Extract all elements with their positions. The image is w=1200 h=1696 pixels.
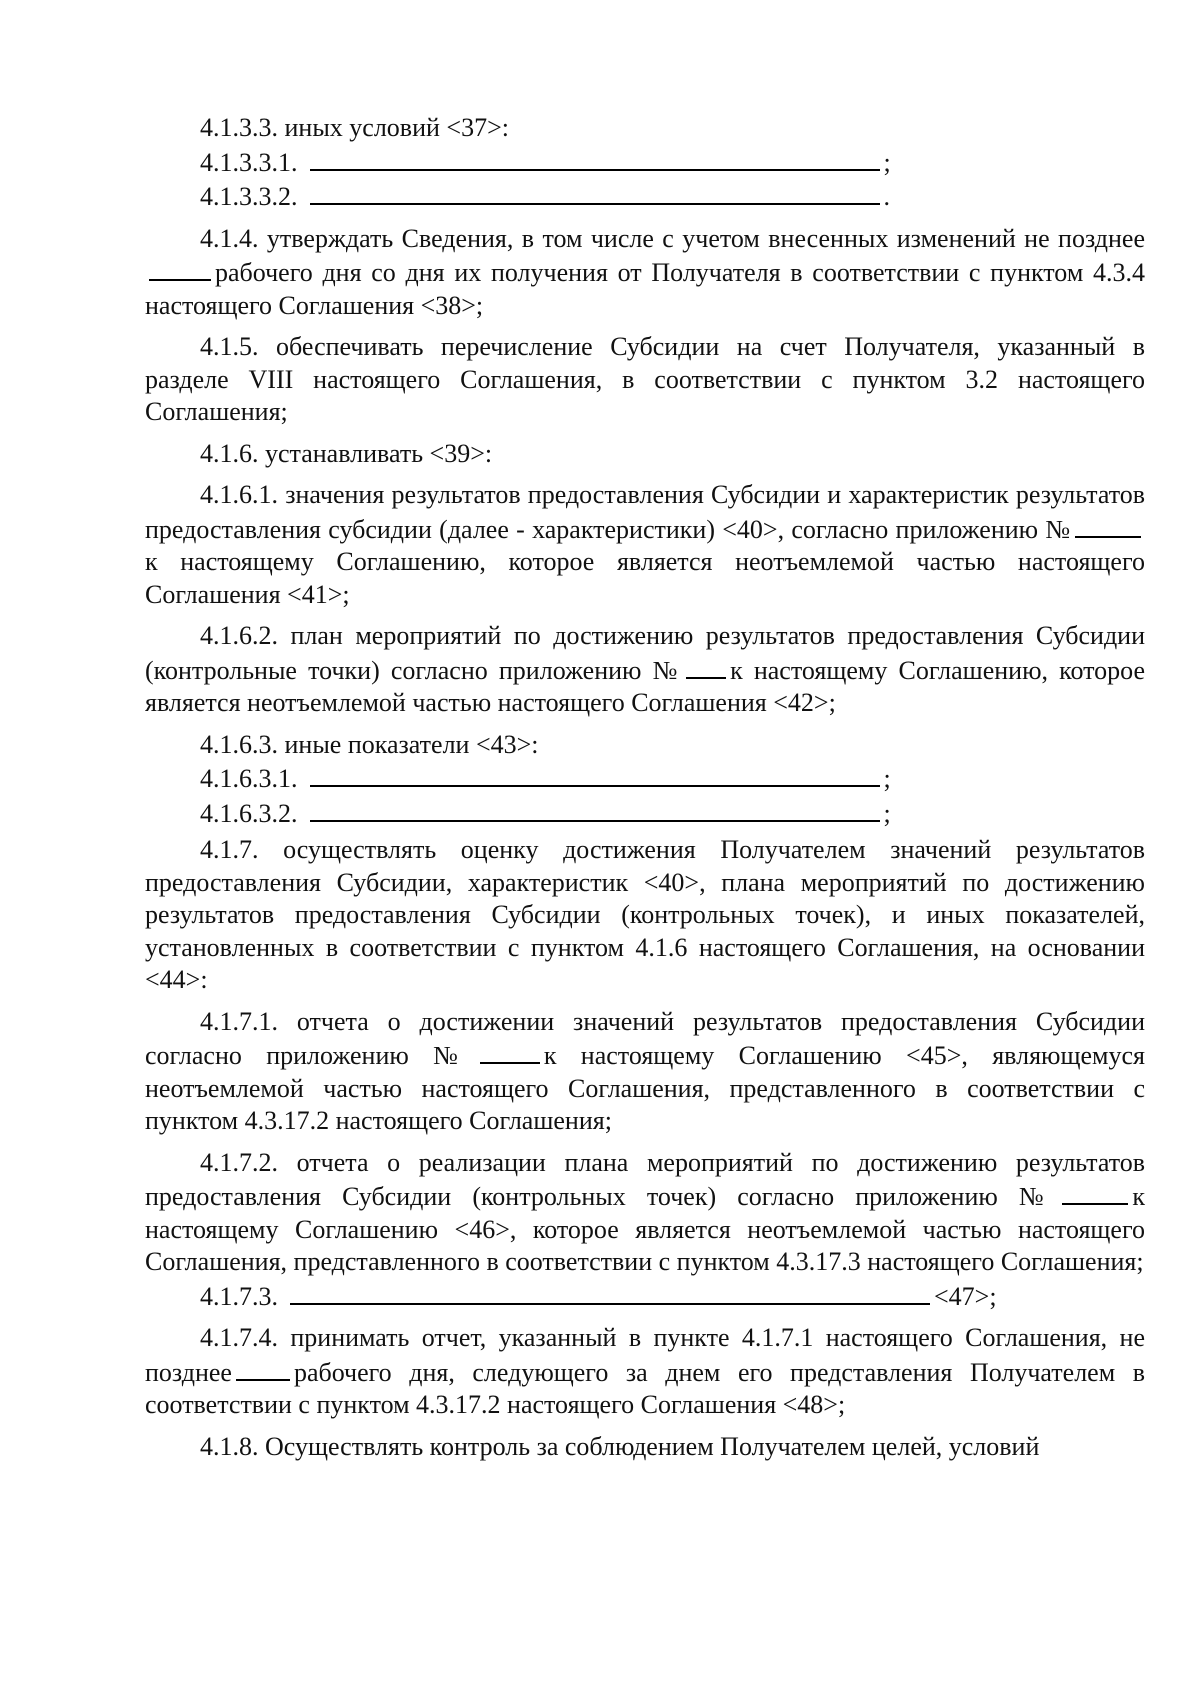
clause-4-1-7-2: [145, 1147, 1145, 1279]
clause-terminator: ;: [883, 798, 891, 828]
fill-in-blank: [236, 1355, 290, 1381]
clause-4-1-8: [145, 1431, 1145, 1464]
clause-number: 4.1.3.3.1.: [200, 147, 298, 177]
clause-text: 4.1.7.2. отчета о реализации плана мероприятий по достижению результатов предоставления Субсидии (контрольных точек) согласно приложению №: [145, 1147, 1145, 1211]
clause-4-1-5: [145, 331, 1145, 429]
clause-4-1-6-3-1: [145, 761, 1145, 796]
fill-in-blank: [480, 1038, 540, 1064]
clause-4-1-4: [145, 223, 1145, 323]
clause-number: 4.1.6.3.1.: [200, 764, 298, 793]
clause-text: к настоящему Соглашению <45>, являющемуся неотъемлемой частью настоящего Соглашения, представленного в соответствии с пунктом 4.3.17.2 настоящего Соглашения;: [145, 1041, 1145, 1135]
clause-text: рабочего дня со дня их получения от Получателя в соответствии с пунктом 4.3.4 настоящего Соглашения <38>;: [145, 258, 1145, 320]
clause-4-1-7-1: [145, 1006, 1145, 1138]
fill-in-blank: [149, 255, 211, 281]
clause-4-1-6-1: [145, 479, 1145, 611]
clause-text: 4.1.4. утверждать Сведения, в том числе с учетом внесенных изменений не позднее: [200, 223, 1145, 253]
clause-4-1-6-3-2: [145, 796, 1145, 831]
clause-4-1-7-3: [145, 1279, 1145, 1314]
fill-in-blank: [310, 179, 880, 205]
clause-text: 4.1.5. обеспечивать перечисление Субсидии на счет Получателя, указанный в разделе VIII настоящего Соглашения, в соответствии с пунктом 3.2 настоящего Соглашения;: [145, 332, 1145, 426]
clause-number: 4.1.3.3.2.: [200, 182, 298, 211]
clause-4-1-3-3-1: [145, 145, 1145, 180]
clause-text: 4.1.7.1. отчета о достижении значений результатов предоставления Субсидии согласно приложению №: [145, 1006, 1145, 1070]
clause-text: 4.1.6. устанавливать <39>:: [200, 438, 493, 468]
clause-number: 4.1.6.3.2.: [200, 798, 298, 828]
clause-text: 4.1.7. осуществлять оценку достижения Получателем значений результатов предоставления Субсидии, характеристик <40>, плана мероприятий по достижению результатов предоставления Субсидии (контрольных точек), и иных показателей, установленных в соответствии с пунктом 4.1.6 настоящего Соглашения, на основании <44>:: [145, 835, 1145, 994]
clause-4-1-6-2: [145, 620, 1145, 720]
fill-in-blank: [290, 1279, 930, 1305]
clause-number: 4.1.7.3.: [200, 1281, 278, 1311]
clause-4-1-3-3: [145, 112, 1145, 145]
clause-terminator: ;: [883, 147, 891, 177]
clause-4-1-6: [145, 438, 1145, 471]
clause-text: 4.1.6.2. план мероприятий по достижению результатов предоставления Субсидии (контрольные точки) согласно приложению №: [145, 621, 1145, 685]
clause-terminator: ;: [883, 764, 891, 793]
clause-4-1-7: [145, 834, 1145, 997]
clause-text: к настоящему Соглашению, которое является неотъемлемой частью настоящего Соглашения <42>;: [145, 655, 1145, 717]
fill-in-blank: [310, 145, 880, 171]
fill-in-blank: [1062, 1179, 1128, 1205]
clause-text: 4.1.7.4. принимать отчет, указанный в пункте 4.1.7.1 настоящего Соглашения, не позднее: [145, 1323, 1145, 1387]
clause-text: 4.1.6.3. иные показатели <43>:: [200, 729, 539, 759]
clause-text: к настоящему Соглашению, которое является неотъемлемой частью настоящего Соглашения <41>;: [145, 547, 1145, 609]
clause-terminator: <47>;: [934, 1281, 997, 1311]
clause-text: 4.1.6.1. значения результатов предоставления Субсидии и характеристик результатов предоставления субсидии (далее - характеристики) <40>, согласно приложению №: [145, 480, 1145, 544]
fill-in-blank: [686, 653, 726, 679]
fill-in-blank: [1075, 512, 1141, 538]
clause-text: 4.1.3.3. иных условий <37>:: [200, 113, 509, 142]
clause-4-1-7-4: [145, 1322, 1145, 1422]
clause-terminator: .: [883, 182, 890, 211]
clause-text: рабочего дня, следующего за днем его представления Получателем в соответствии с пунктом 4.3.17.2 настоящего Соглашения <48>;: [145, 1357, 1145, 1419]
clause-text: к настоящему Соглашению <46>, которое является неотъемлемой частью настоящего Соглашения, представленного в соответствии с пунктом 4.3.17.3 настоящего Соглашения;: [145, 1182, 1145, 1276]
clause-4-1-3-3-2: [145, 179, 1145, 214]
fill-in-blank: [310, 761, 880, 787]
clause-text: 4.1.8. Осуществлять контроль за соблюдением Получателем целей, условий: [200, 1431, 1040, 1461]
fill-in-blank: [310, 796, 880, 822]
clause-4-1-6-3: [145, 729, 1145, 762]
document-page: [145, 112, 1145, 1463]
